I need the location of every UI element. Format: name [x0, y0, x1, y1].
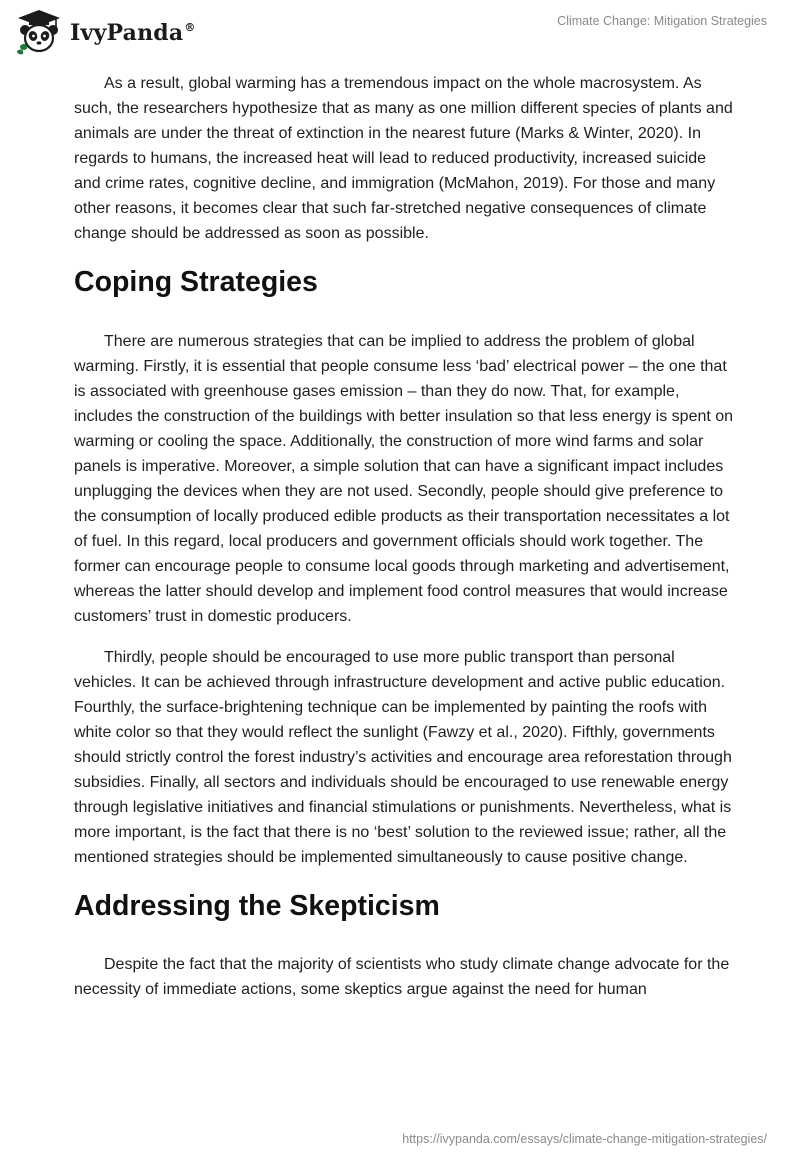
panda-graduate-icon: [14, 6, 64, 56]
document-title: Climate Change: Mitigation Strategies: [557, 14, 767, 28]
paragraph-global-warming-impact: As a result, global warming has a tremendous impact on the whole macrosystem. As such, the researchers hypothesize that as many as one million different species of plants and animals are under the threat of extinction in the nearest future (Marks & Winter, 2020). In regards to humans, the increased heat will lead to reduced productivity, increased suicide and crime rates, cognitive decline, and immigration (McMahon, 2019). For those and many other reasons, it becomes clear that such far-stretched negative consequences of climate change should be addressed as soon as possible.: [74, 75, 733, 242]
paragraph-strategies-first: There are numerous strategies that can be implied to address the problem of global warming. Firstly, it is essential that people consume less ‘bad’ electrical power – the one that is associated with greenhouse gases emission – than they do now. That, for example, includes the construction of the buildings with better insulation so that less energy is spent on warming or cooling the space. Additionally, the construction of more wind farms and solar panels is imperative. Moreover, a simple solution that can have a significant impact includes unplugging the devices when they are not used. Secondly, people should give preference to the consumption of locally produced edible products as their transportation necessitates a lot of fuel. In this regard, local producers and government officials should work together. The former can encourage people to consume local goods through marketing and advertisement, whereas the latter should develop and implement food control measures that would increase customers’ trust in domestic producers.: [74, 333, 734, 625]
ivypanda-logo[interactable]: [14, 6, 196, 56]
source-url[interactable]: https://ivypanda.com/essays/climate-change-mitigation-strategies/: [402, 1132, 767, 1146]
essay-content: [74, 71, 734, 1018]
heading-coping-strategies: Coping Strategies: [74, 266, 318, 298]
page-header: [0, 0, 800, 70]
paragraph-skepticism: Despite the fact that the majority of scientists who study climate change advocate for the necessity of immediate actions, some skeptics argue against the need for human: [74, 956, 730, 998]
heading-addressing-skepticism: Addressing the Skepticism: [74, 890, 440, 922]
registered-mark: ®: [184, 21, 196, 34]
logo-text: IvyPanda®: [70, 20, 196, 46]
paragraph-strategies-second: Thirdly, people should be encouraged to use more public transport than personal vehicles. It can be achieved through infrastructure development and active public education. Fourthly, the surface-brightening technique can be implemented by painting the roofs with white color so that they would reflect the sunlight (Fawzy et al., 2020). Fifthly, governments should strictly control the forest industry’s activities and encourage area reforestation through subsidies. Finally, all sectors and individuals should be encouraged to use renewable energy through legislative initiatives and financial stimulations or punishments. Nevertheless, what is more important, is the fact that there is no ‘best’ solution to the reviewed issue; rather, all the mentioned strategies should be implemented simultaneously to cause positive change.: [74, 649, 732, 866]
